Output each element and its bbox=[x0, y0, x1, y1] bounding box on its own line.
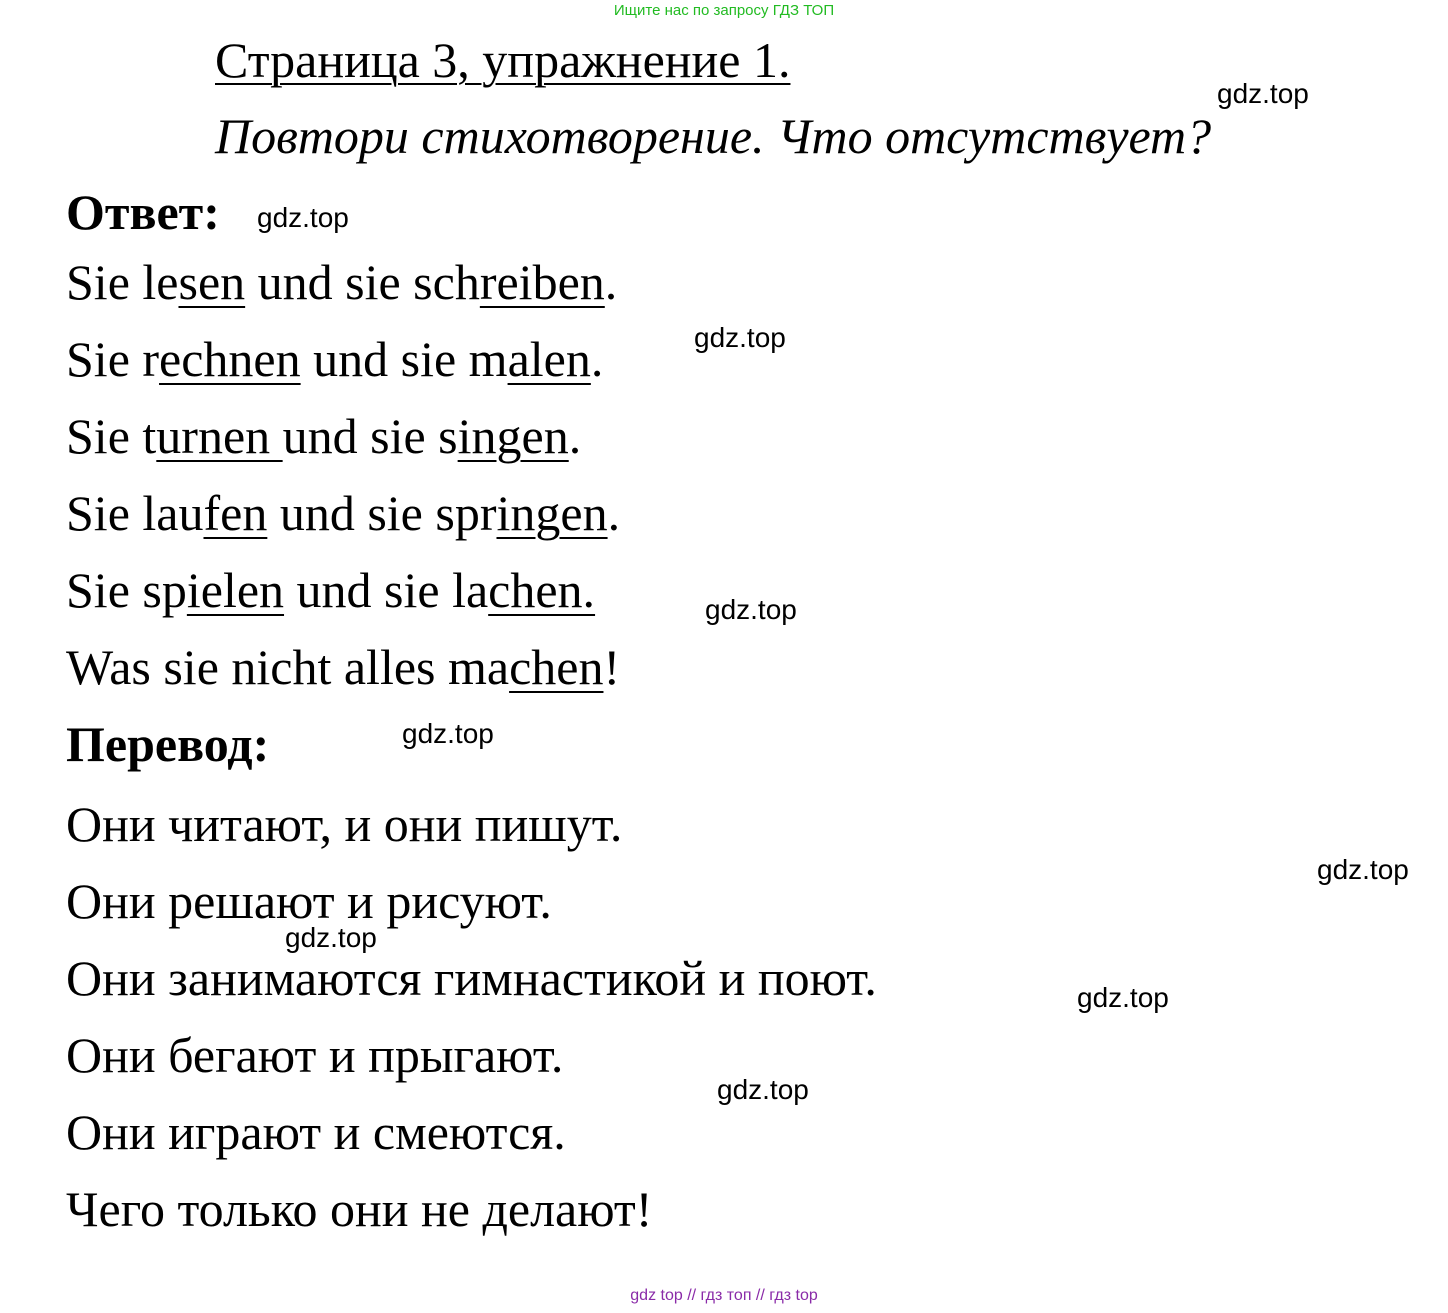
exercise-instruction: Повтори стихотворение. Что отсутствует? bbox=[215, 108, 1212, 164]
answer-heading: Ответ: bbox=[66, 184, 220, 240]
poem-line bbox=[66, 560, 595, 620]
word-part: . bbox=[568, 408, 582, 464]
translation-line: Они читают, и они пишут. bbox=[66, 796, 623, 852]
word-part: Was sie nicht alles ma bbox=[66, 639, 510, 695]
word-part: ! bbox=[603, 639, 621, 695]
translation-line: Они бегают и прыгают. bbox=[66, 1027, 564, 1083]
watermark: gdz.top bbox=[717, 1074, 809, 1105]
underlined-ending: reiben bbox=[479, 254, 605, 310]
word-part: Sie r bbox=[66, 331, 160, 387]
watermark: gdz.top bbox=[705, 594, 797, 625]
word-part: Sie sp bbox=[66, 562, 187, 618]
word-part: Sie t bbox=[66, 408, 157, 464]
word-part: und sie sch bbox=[245, 254, 480, 310]
watermark: gdz.top bbox=[1317, 854, 1409, 885]
underlined-ending: fen bbox=[203, 485, 268, 541]
watermark: gdz.top bbox=[257, 202, 349, 233]
poem-line bbox=[66, 252, 617, 312]
watermark: gdz.top bbox=[1217, 78, 1309, 109]
underlined-ending: echnen bbox=[159, 331, 301, 387]
word-part: Sie lau bbox=[66, 485, 204, 541]
underlined-ending: ingen bbox=[496, 485, 608, 541]
translation-heading: Перевод: bbox=[66, 716, 270, 772]
word-part: . bbox=[590, 331, 604, 387]
poem-line bbox=[66, 483, 620, 543]
poem-line bbox=[66, 637, 620, 697]
translation-line: Они решают и рисуют. bbox=[66, 873, 552, 929]
poem-line bbox=[66, 406, 581, 466]
word-part: und sie spr bbox=[267, 485, 497, 541]
underlined-ending: chen bbox=[509, 639, 604, 695]
translation-line: Чего только они не делают! bbox=[66, 1181, 653, 1237]
top-banner: Ищите нас по запросу ГДЗ ТОП bbox=[613, 2, 835, 19]
underlined-ending: alen bbox=[507, 331, 591, 387]
watermark: gdz.top bbox=[694, 322, 786, 353]
word-part: Sie le bbox=[66, 254, 179, 310]
word-part: und sie m bbox=[300, 331, 508, 387]
footer-links: gdz top // гдз топ // гдз top bbox=[630, 1287, 818, 1304]
underlined-ending: sen bbox=[178, 254, 246, 310]
underlined-ending: ielen bbox=[186, 562, 285, 618]
underlined-ending: ingen bbox=[457, 408, 569, 464]
word-part: und sie la bbox=[284, 562, 489, 618]
underlined-ending: chen. bbox=[488, 562, 596, 618]
underlined-ending: urnen bbox=[156, 408, 283, 464]
word-part: . bbox=[607, 485, 621, 541]
poem-line bbox=[66, 329, 603, 389]
watermark: gdz.top bbox=[1077, 982, 1169, 1013]
translation-line: Они занимаются гимнастикой и поют. bbox=[66, 950, 877, 1006]
word-part: . bbox=[604, 254, 618, 310]
translation-line: Они играют и смеются. bbox=[66, 1104, 566, 1160]
word-part: und sie s bbox=[282, 408, 458, 464]
page-title: Страница 3, упражнение 1. bbox=[215, 32, 791, 88]
watermark: gdz.top bbox=[285, 922, 377, 953]
watermark: gdz.top bbox=[402, 718, 494, 749]
